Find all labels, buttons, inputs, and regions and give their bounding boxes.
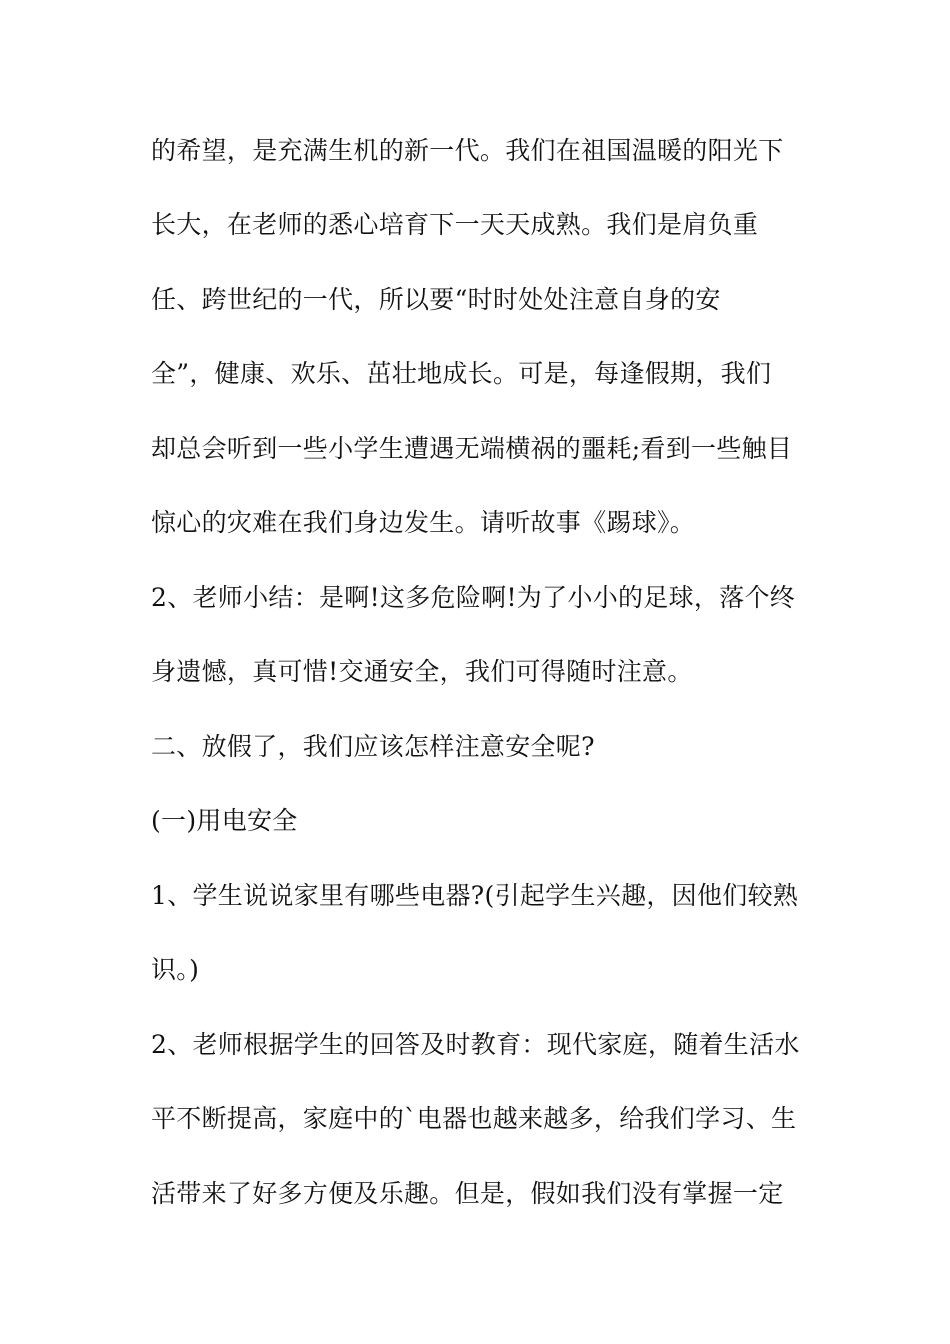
text-line: 的希望，是充满生机的新一代。我们在祖国温暖的阳光下 xyxy=(151,136,784,165)
text-line: 平不断提高，家庭中的`电器也越来越多，给我们学习、生 xyxy=(151,1104,797,1133)
text-line: 2、老师根据学生的回答及时教育：现代家庭，随着生活水 xyxy=(151,1030,800,1059)
text-line: 全”，健康、欢乐、茁壮地成长。可是，每逢假期，我们 xyxy=(151,359,772,388)
text-line: 任、跨世纪的一代，所以要“时时处处注意自身的安 xyxy=(151,285,721,314)
text-line: 识。) xyxy=(151,955,200,984)
text-line: 却总会听到一些小学生遭遇无端横祸的噩耗;看到一些触目 xyxy=(151,434,793,463)
text-line: 惊心的灾难在我们身边发生。请听故事《踢球》。 xyxy=(151,508,696,537)
text-line: 二、放假了，我们应该怎样注意安全呢? xyxy=(151,732,595,761)
section-heading: (一)用电安全 xyxy=(151,806,298,835)
text-line: 2、老师小结：是啊!这多危险啊!为了小小的足球，落个终 xyxy=(151,583,796,612)
text-line: 身遗憾，真可惜!交通安全，我们可得随时注意。 xyxy=(151,657,693,686)
text-line: 长大，在老师的悉心培育下一天天成熟。我们是肩负重 xyxy=(151,210,759,239)
text-line: 1、学生说说家里有哪些电器?(引起学生兴趣，因他们较熟 xyxy=(151,881,799,910)
text-line: 活带来了好多方便及乐趣。但是，假如我们没有掌握一定 xyxy=(151,1179,784,1208)
